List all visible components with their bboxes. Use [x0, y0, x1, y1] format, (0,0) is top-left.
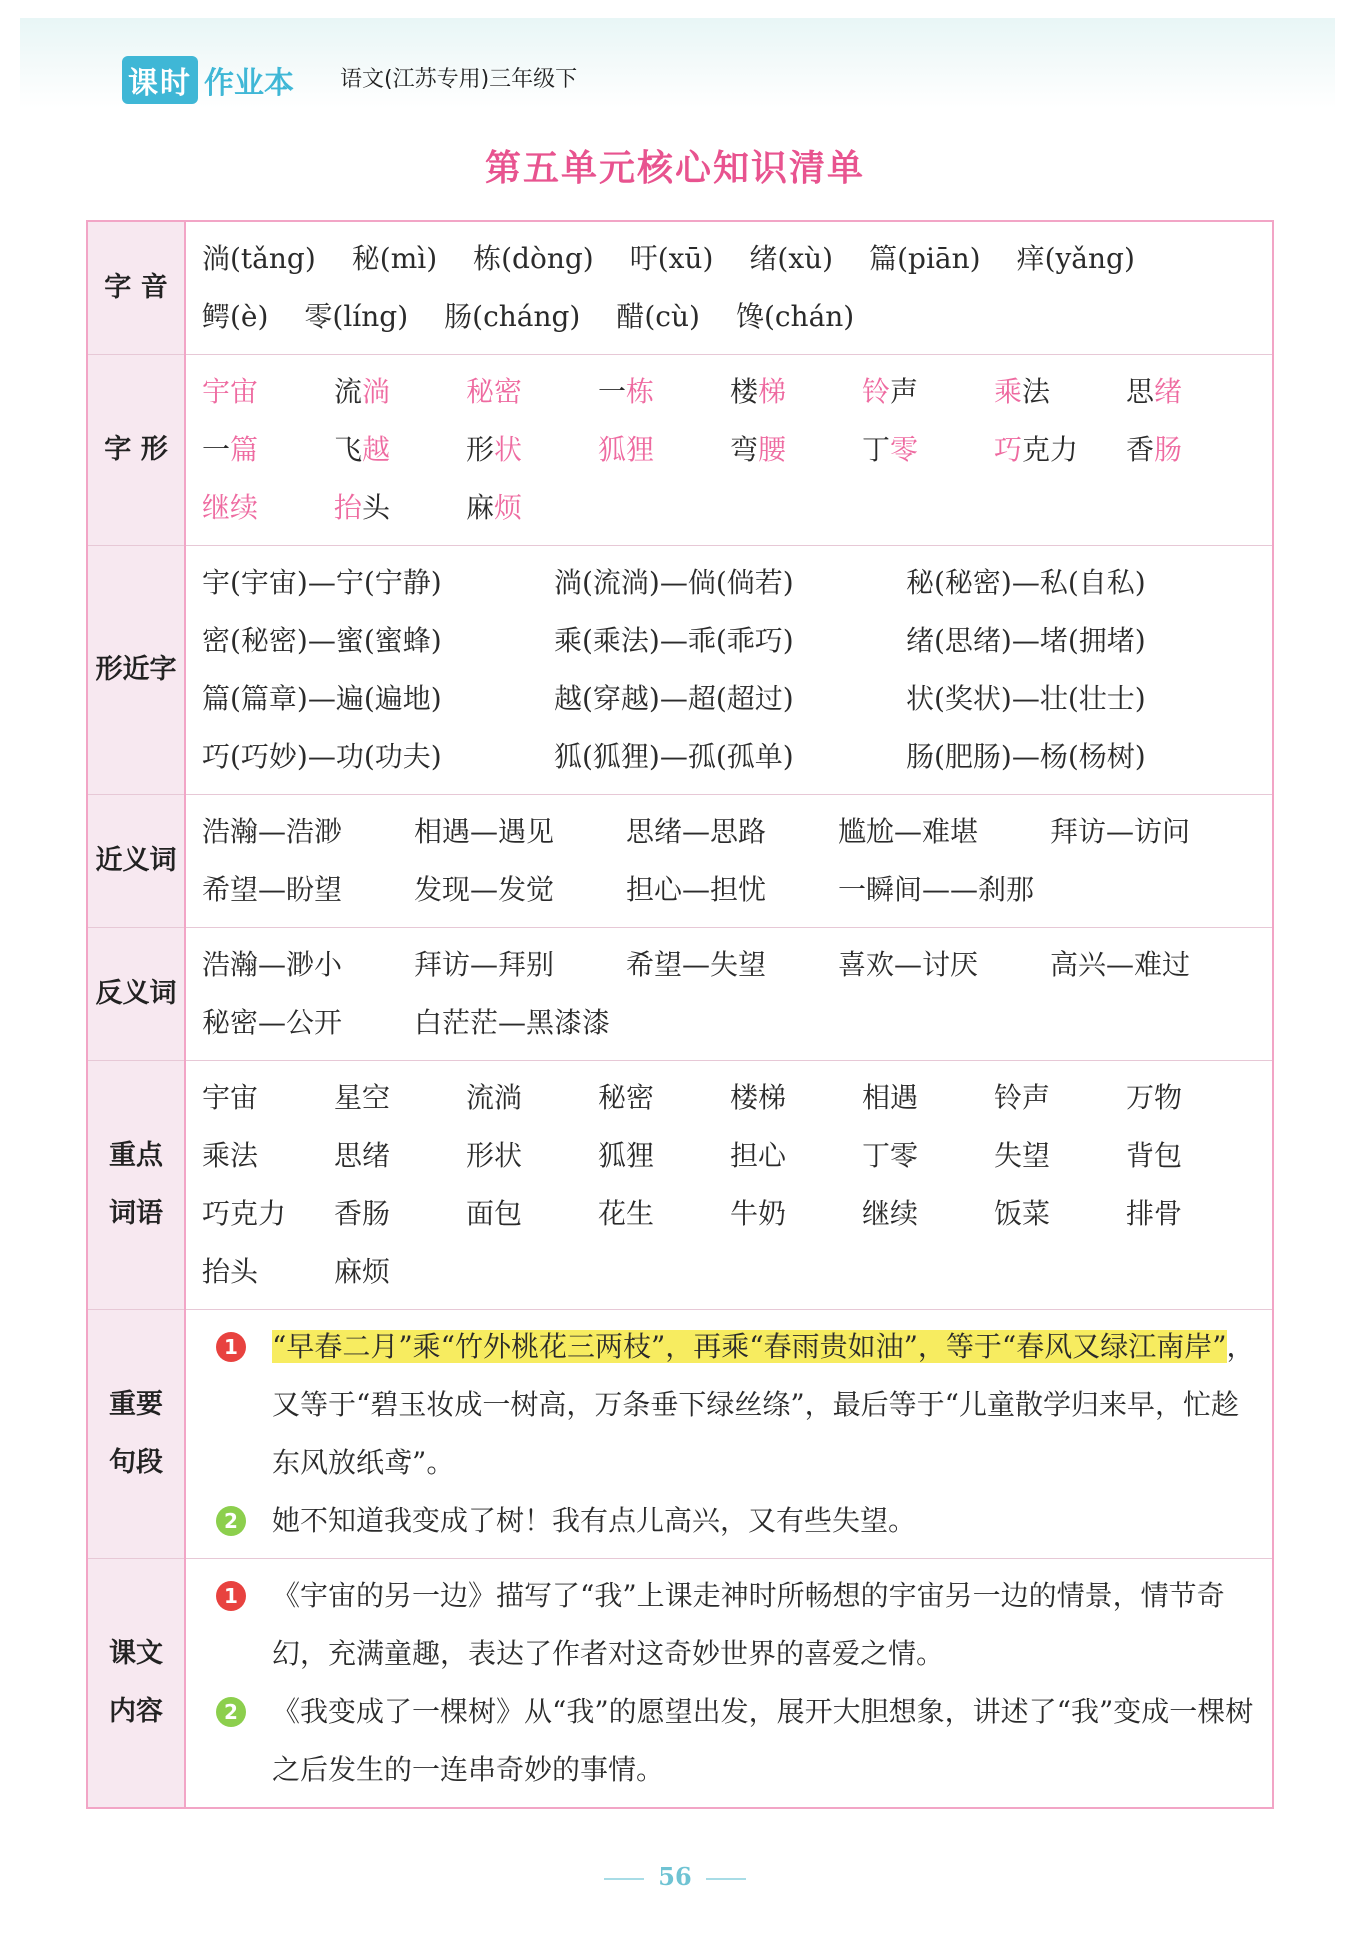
word-item: 思绪 — [1126, 375, 1183, 408]
word-item: 楼梯 — [730, 375, 787, 408]
number-badge-2: 2 — [216, 1697, 246, 1727]
pinyin-item: 鳄(è) — [202, 300, 269, 333]
word-item: 抬头 — [334, 491, 391, 524]
section-pronunciation — [87, 221, 1273, 355]
subject-label: 语文(江苏专用)三年级下 — [340, 67, 578, 92]
logo-text: 作业本 — [204, 66, 294, 101]
content-item: 2 《我变成了一棵树》从“我”的愿望出发，展开大胆想象，讲述了“我”变成一棵树之后发生的一连串奇妙的事情。 — [202, 1683, 1262, 1799]
pronunciation-row — [202, 230, 1262, 288]
similar-row: 篇(篇章)—遍(遍地) 越(穿越)—超(超过) 状(奖状)—壮(壮士) — [202, 682, 1146, 715]
number-badge-1: 1 — [216, 1581, 246, 1611]
pinyin-item: 痒(yǎng) — [1016, 242, 1135, 275]
category-label: 反义词 — [87, 928, 185, 1061]
similar-row: 巧(巧妙)—功(功夫) 狐(狐狸)—孤(孤单) 肠(肥肠)—杨(杨树) — [202, 740, 1146, 773]
category-label: 近义词 — [87, 795, 185, 928]
key-word-row: 乘法 思绪 形状 狐狸 担心 丁零 失望 背包 — [202, 1139, 1183, 1172]
pinyin-item: 秘(mì) — [351, 242, 438, 275]
section-antonyms — [87, 928, 1273, 1061]
category-label: 形近字 — [87, 546, 185, 795]
word-item: 狐狸 — [598, 433, 655, 466]
form-row — [202, 479, 1262, 537]
section-synonyms — [87, 795, 1273, 928]
number-badge-1: 1 — [216, 1332, 246, 1362]
word-item: 一栋 — [598, 375, 655, 408]
word-item: 香肠 — [1126, 433, 1183, 466]
pinyin-item: 淌(tǎng) — [202, 242, 316, 275]
word-item: 铃声 — [862, 375, 919, 408]
pinyin-item: 馋(chán) — [735, 300, 855, 333]
category-label: 字 音 — [87, 221, 185, 355]
pinyin-item: 吁(xū) — [629, 242, 714, 275]
pinyin-item: 醋(cù) — [616, 300, 700, 333]
word-item: 继续 — [202, 491, 259, 524]
pronunciation-row — [202, 288, 1262, 346]
knowledge-table — [86, 220, 1274, 1809]
section-key-sentences — [87, 1310, 1273, 1559]
word-item: 秘密 — [466, 375, 523, 408]
form-row — [202, 363, 1262, 421]
category-label: 字 形 — [87, 355, 185, 546]
similar-row: 密(秘密)—蜜(蜜蜂) 乘(乘法)—乖(乖巧) 绪(思绪)—堵(拥堵) — [202, 624, 1146, 657]
word-item: 乘法 — [994, 375, 1051, 408]
similar-row: 宇(宇宙)—宁(宁静) 淌(流淌)—倘(倘若) 秘(秘密)—私(自私) — [202, 566, 1146, 599]
pinyin-item: 绪(xù) — [749, 242, 834, 275]
section-character-form — [87, 355, 1273, 546]
antonym-row: 秘密—公开 白茫茫—黑漆漆 — [202, 1006, 611, 1039]
key-word-row: 抬头 麻烦 — [202, 1255, 391, 1288]
word-item: 丁零 — [862, 433, 919, 466]
category-label: 重点 词语 — [87, 1061, 185, 1310]
sentence-item: 2 她不知道我变成了树！我有点儿高兴，又有些失望。 — [202, 1492, 1262, 1550]
word-item: 麻烦 — [466, 491, 523, 524]
pinyin-item: 栋(dòng) — [473, 242, 594, 275]
logo-badge: 课时 — [122, 56, 198, 104]
section-similar-characters — [87, 546, 1273, 795]
key-word-row: 巧克力 香肠 面包 花生 牛奶 继续 饭菜 排骨 — [202, 1197, 1183, 1230]
section-text-content — [87, 1559, 1273, 1809]
number-badge-2: 2 — [216, 1506, 246, 1536]
word-item: 巧克力 — [994, 433, 1079, 466]
word-item: 流淌 — [334, 375, 391, 408]
pinyin-item: 肠(cháng) — [444, 300, 581, 333]
pinyin-item: 零(líng) — [304, 300, 409, 333]
word-item: 弯腰 — [730, 433, 787, 466]
highlighted-text: “早春二月”乘“竹外桃花三两枝”，再乘“春雨贵如油”，等于“春风又绿江南岸” — [272, 1330, 1227, 1363]
word-item: 形状 — [466, 433, 523, 466]
antonym-row: 浩瀚—渺小 拜访—拜别 希望—失望 喜欢—讨厌 高兴—难过 — [202, 948, 1191, 981]
word-item: 飞越 — [334, 433, 391, 466]
word-item: 一篇 — [202, 433, 259, 466]
synonym-row: 浩瀚—浩渺 相遇—遇见 思绪—思路 尴尬—难堪 拜访—访问 — [202, 815, 1191, 848]
pinyin-item: 篇(piān) — [869, 242, 981, 275]
key-word-row: 宇宙 星空 流淌 秘密 楼梯 相遇 铃声 万物 — [202, 1081, 1183, 1114]
form-row — [202, 421, 1262, 479]
section-key-words — [87, 1061, 1273, 1310]
category-label: 课文 内容 — [87, 1559, 185, 1809]
page-number: 56 — [0, 1862, 1350, 1891]
category-label: 重要 句段 — [87, 1310, 185, 1559]
synonym-row: 希望—盼望 发现—发觉 担心—担忧 一瞬间——刹那 — [202, 873, 1035, 906]
page-title: 第五单元核心知识清单 — [484, 148, 865, 189]
sentence-item: 1 “早春二月”乘“竹外桃花三两枝”，再乘“春雨贵如油”，等于“春风又绿江南岸”，又等于“碧玉妆成一树高，万条垂下绿丝绦”，最后等于“儿童散学归来早，忙趁东风放纸鸢”。 — [202, 1318, 1262, 1492]
content-item: 1 《宇宙的另一边》描写了“我”上课走神时所畅想的宇宙另一边的情景，情节奇幻，充满童趣，表达了作者对这奇妙世界的喜爱之情。 — [202, 1567, 1262, 1683]
book-logo — [122, 56, 294, 104]
word-item: 宇宙 — [202, 375, 259, 408]
